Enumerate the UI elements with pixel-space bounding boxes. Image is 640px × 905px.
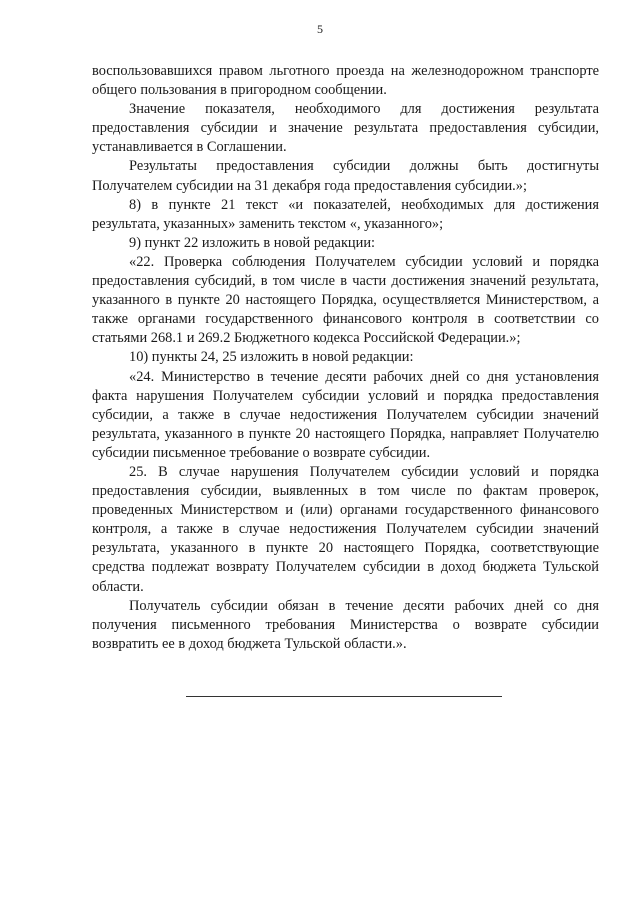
paragraph: 8) в пункте 21 текст «и показателей, необходимых для достижения результата, указанных» заменить текстом «, указанного»; [92,196,599,232]
end-of-document-rule [186,696,502,697]
paragraph: Значение показателя, необходимого для достижения результата предоставления субсидии и значение результата предоставления субсидии, устанавливается в Соглашении. [92,101,599,156]
paragraph: 25. В случае нарушения Получателем субсидии условий и порядка предоставления субсидии, выявленных в том числе по фактам проверок, проведенных Министерством и (или) органами государственного финансового контроля, а также в случае недостижения Получателем субсидии значений результата, указанного в пункте 20 настоящего Порядка, соответствующие средства подлежат возврату Получателем субсидии в доход бюджета Тульской области. [92,463,599,595]
paragraph: 10) пункты 24, 25 изложить в новой редакции: [129,349,414,366]
page-number: 5 [317,22,323,36]
paragraph: воспользовавшихся правом льготного проезда на железнодорожном транспорте общего пользования в пригородном сообщении. [92,63,599,99]
paragraph: Получатель субсидии обязан в течение десяти рабочих дней со дня получения письменного требования Министерства о возврате субсидии возвратить ее в доход бюджета Тульской области.». [92,597,599,652]
paragraph: 9) пункт 22 изложить в новой редакции: [129,234,376,251]
paragraph: «24. Министерство в течение десяти рабочих дней со дня установления факта нарушения Получателем субсидии условий и порядка предоставления субсидии, а также в случае недостижения Получателем субсидии значений результата, указанного в пункте 20 настоящего Порядка, направляет Получателю субсидии письменное требование о возврате субсидии. [92,368,599,461]
paragraph: Результаты предоставления субсидии должны быть достигнуты Получателем субсидии на 31 декабря года предоставления субсидии.»; [92,158,599,194]
paragraph: «22. Проверка соблюдения Получателем субсидии условий и порядка предоставления субсидий, в том числе в части достижения значений результата, указанного в пункте 20 настоящего Порядка, осуществляется Министерством, а также органами государственного финансового контроля в соответствии со статьями 268.1 и 269.2 Бюджетного кодекса Российской Федерации.»; [92,253,599,347]
document-body [92,62,599,654]
